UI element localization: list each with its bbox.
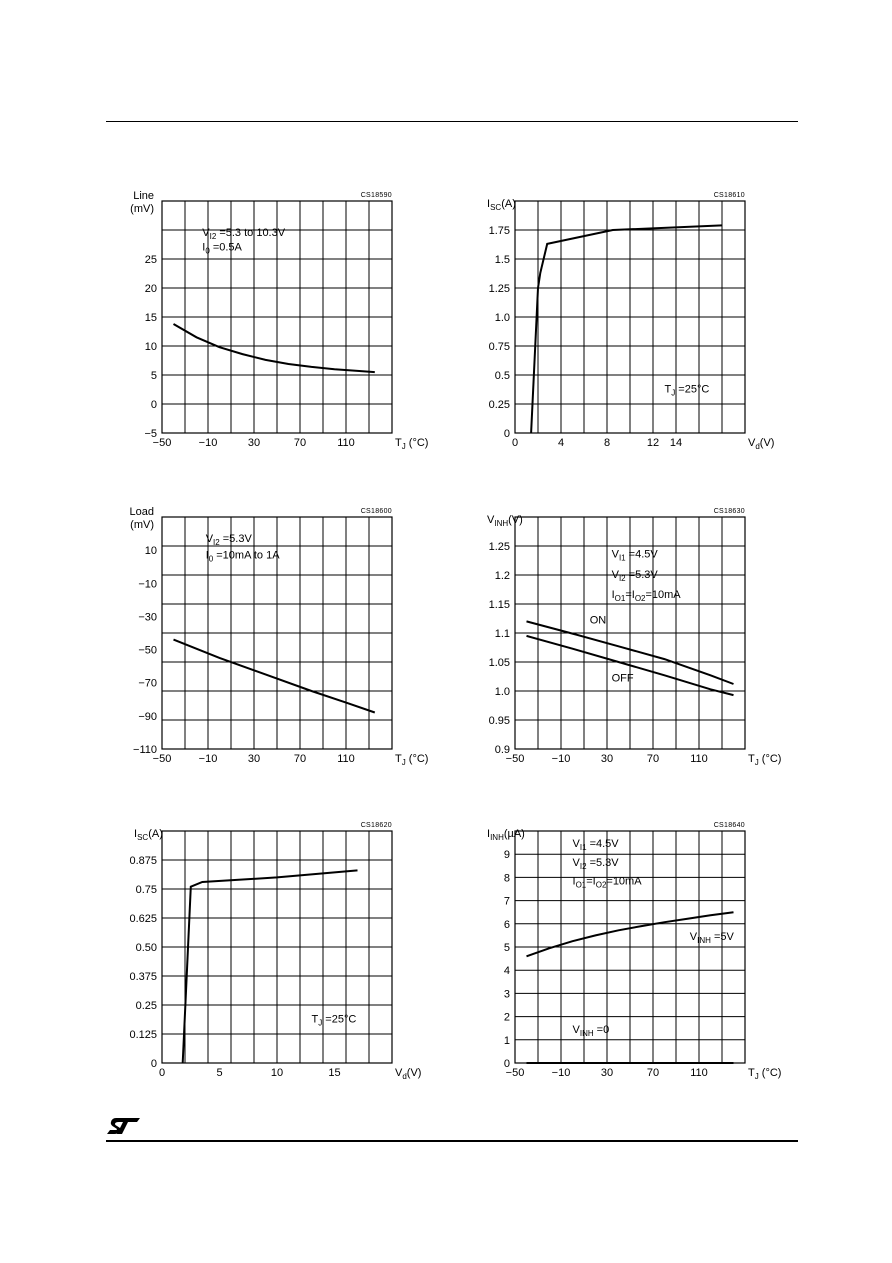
y-tick-label: 0.125 — [129, 1029, 157, 1041]
x-tick-label: 0 — [511, 437, 519, 449]
x-tick-label: 70 — [293, 437, 307, 449]
y-tick-label: 2 — [503, 1011, 510, 1024]
footer-rule — [106, 1140, 798, 1142]
st-logo — [106, 1116, 142, 1136]
y-axis-label: $I_{SC}(A)$ — [134, 828, 163, 842]
x-tick-label: 30 — [247, 753, 261, 765]
y-axis-label: Load — [129, 506, 154, 518]
x-tick-label: 110 — [337, 753, 355, 765]
y-tick-label: 5 — [150, 370, 157, 382]
y-tick-label: 1.75 — [488, 225, 510, 237]
x-tick-label: −10 — [551, 1067, 571, 1079]
annotation-label: $V_{I1} =4.5V$ — [572, 838, 619, 853]
y-tick-label: 1 — [503, 1034, 510, 1047]
y-tick-label: −30 — [138, 611, 157, 624]
x-axis-label: $T_J$ (°C) — [395, 437, 429, 451]
y-tick-label: 15 — [144, 312, 157, 324]
y-axis-label: Line — [133, 190, 154, 202]
y-tick-label: 0.25 — [488, 399, 510, 411]
figure-code: CS18610 — [713, 192, 745, 199]
y-tick-label: 0.875 — [129, 855, 157, 867]
annotation-label: $I_{O1}=I_{O2}=10mA$ — [572, 875, 642, 890]
y-tick-label: 0.375 — [129, 971, 157, 983]
figure-code: CS18620 — [360, 822, 392, 829]
y-tick-label: 1.5 — [494, 254, 510, 266]
y-tick-label: 0 — [150, 1058, 157, 1070]
y-tick-label: −70 — [138, 677, 157, 690]
annotation-label: OFF — [611, 672, 634, 685]
annotation-label: $I_0 =0.5A$ — [202, 241, 242, 256]
chart-short-circuit-current-2 — [125, 818, 425, 1088]
x-axis-label: $T_J$ (°C) — [748, 753, 782, 767]
x-tick-label: −50 — [152, 753, 172, 765]
annotation-label: $V_{INH} =0$ — [572, 1023, 610, 1038]
y-axis-label: $I_{SC}(A)$ — [487, 198, 516, 212]
x-tick-label: 10 — [270, 1067, 284, 1079]
y-tick-label: 0.625 — [129, 913, 157, 925]
x-tick-label: −10 — [198, 753, 218, 765]
y-tick-label: 0 — [503, 428, 510, 440]
data-series-line — [531, 225, 722, 433]
annotation-label: $I_{O1}=I_{O2}=10mA$ — [611, 589, 681, 604]
x-axis-label: $T_J$ (°C) — [748, 1067, 782, 1081]
x-tick-label: 70 — [646, 1067, 660, 1079]
y-tick-label: 0.75 — [488, 341, 510, 353]
annotation-label: $T_J =25^\circ C$ — [664, 383, 710, 398]
y-tick-label: 1.0 — [494, 312, 510, 324]
annotation-label: $V_{I2} =5.3V$ — [205, 532, 252, 547]
y-tick-label: −5 — [144, 428, 157, 440]
y-tick-label: 9 — [503, 849, 510, 862]
y-tick-label: 20 — [144, 283, 157, 295]
figure-code: CS18630 — [713, 508, 745, 515]
data-series-line — [174, 324, 375, 372]
y-tick-label: 10 — [144, 341, 157, 353]
y-axis-label: $V_{INH}(V)$ — [487, 514, 523, 528]
x-tick-label: 15 — [328, 1067, 341, 1079]
y-tick-label: 1.0 — [494, 686, 510, 698]
chart-load-regulation — [125, 504, 429, 774]
y-tick-label: −10 — [138, 578, 157, 591]
x-tick-label: 110 — [337, 437, 355, 449]
x-tick-label: 110 — [690, 1067, 708, 1079]
y-tick-label: 1.25 — [488, 541, 510, 553]
y-axis-label: (mV) — [130, 203, 154, 215]
figure-code: CS18640 — [713, 822, 745, 829]
annotation-label: $V_{I1} =4.5V$ — [611, 548, 658, 563]
x-tick-label: −50 — [505, 753, 525, 765]
y-tick-label: 0.9 — [494, 744, 510, 756]
annotation-label: $T_J =25^\circ C$ — [311, 1013, 357, 1028]
y-tick-label: 0.25 — [135, 1000, 157, 1012]
y-axis-label: $I_{INH}(\mu A)$ — [487, 828, 525, 842]
y-tick-label: 0.95 — [488, 715, 510, 727]
y-tick-label: 3 — [503, 988, 510, 1001]
y-tick-label: 0 — [150, 399, 157, 411]
y-tick-label: 25 — [144, 254, 157, 266]
annotation-label: $V_{INH} =5V$ — [689, 931, 734, 946]
x-tick-label: 5 — [216, 1067, 223, 1079]
y-tick-label: −90 — [138, 710, 157, 723]
x-axis-label: $T_J$ (°C) — [395, 753, 429, 767]
x-tick-label: 4 — [557, 437, 565, 449]
y-tick-label: 6 — [503, 918, 510, 931]
x-tick-label: 30 — [600, 753, 614, 765]
annotation-label: $V_{I2} =5.3V$ — [572, 856, 619, 871]
x-tick-label: 110 — [690, 753, 708, 765]
y-tick-label: 10 — [144, 545, 157, 558]
y-tick-label: 1.05 — [488, 657, 510, 669]
x-tick-label: 14 — [669, 437, 683, 449]
y-tick-label: −110 — [133, 744, 157, 756]
x-tick-label: 70 — [646, 753, 660, 765]
y-tick-label: 0.50 — [135, 942, 157, 954]
chart-line-regulation — [125, 188, 429, 458]
header-rule — [106, 121, 798, 122]
annotation-label: ON — [589, 614, 607, 627]
figure-code: CS18600 — [360, 508, 392, 515]
annotation-label: $I_0 =10mA$ to 1A — [205, 549, 280, 564]
y-tick-label: 4 — [503, 965, 510, 978]
y-tick-label: 1.2 — [494, 570, 510, 582]
chart-inhibit-current — [478, 818, 788, 1088]
annotation-label: $V_{I2} =5.3$ to 10.3V — [202, 226, 286, 241]
x-tick-label: 30 — [600, 1067, 614, 1079]
x-tick-label: 0 — [158, 1067, 166, 1079]
y-tick-label: −50 — [138, 644, 157, 657]
x-axis-label: $V_d(V)$ — [395, 1067, 422, 1081]
chart-short-circuit-current-1 — [478, 188, 788, 458]
x-tick-label: 30 — [247, 437, 261, 449]
x-tick-label: 8 — [603, 437, 611, 449]
x-tick-label: −50 — [505, 1067, 525, 1079]
chart-inhibit-voltage — [478, 504, 788, 774]
y-tick-label: 0 — [503, 1058, 510, 1070]
figure-code: CS18590 — [360, 192, 392, 199]
data-series-line — [174, 640, 375, 713]
y-axis-label: (mV) — [130, 519, 154, 531]
y-tick-label: 1.15 — [488, 599, 510, 611]
y-tick-label: 7 — [503, 895, 510, 908]
y-tick-label: 0.75 — [135, 884, 157, 896]
y-tick-label: 1.25 — [488, 283, 510, 295]
x-tick-label: 70 — [293, 753, 307, 765]
x-axis-label: $V_d(V)$ — [748, 437, 775, 451]
y-tick-label: 8 — [503, 872, 510, 885]
annotation-label: $V_{I2} =5.3V$ — [611, 568, 658, 583]
x-tick-label: −10 — [198, 437, 218, 449]
x-tick-label: −10 — [551, 753, 571, 765]
x-tick-label: 12 — [646, 437, 660, 449]
y-tick-label: 1.1 — [494, 628, 510, 640]
y-tick-label: 0.5 — [494, 370, 510, 382]
x-tick-label: −50 — [152, 437, 172, 449]
y-tick-label: 5 — [503, 942, 510, 954]
